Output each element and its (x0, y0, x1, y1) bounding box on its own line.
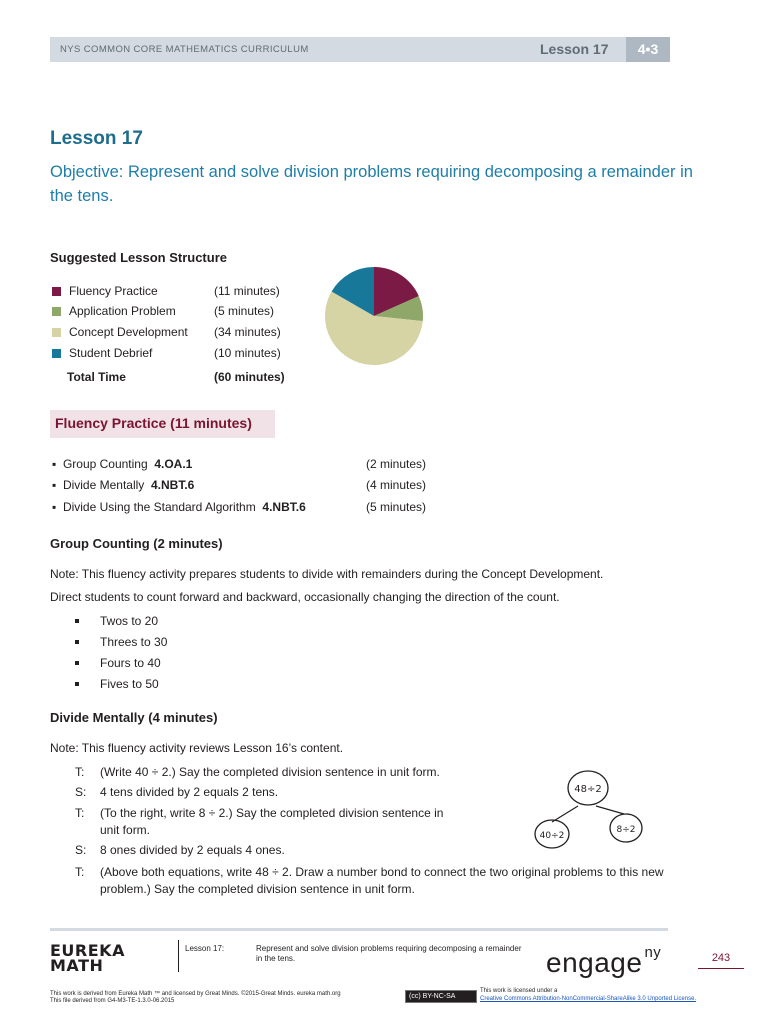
count-item: Fours to 40 (100, 656, 161, 670)
structure-heading: Suggested Lesson Structure (50, 250, 227, 265)
activity-time: (2 minutes) (366, 457, 427, 471)
activity-standard: 4.OA.1 (154, 457, 193, 471)
application-swatch (52, 307, 61, 316)
bond-right-label: 8÷2 (616, 825, 636, 835)
activity-name: Divide Using the Standard Algorithm (62, 500, 256, 514)
structure-row (52, 345, 152, 361)
activity-item (52, 499, 306, 515)
dialogue-text: 4 tens divided by 2 equals 2 tens. (100, 785, 279, 799)
fluency-heading: Fluency Practice (11 minutes) (55, 415, 252, 431)
license-link[interactable]: Creative Commons Attribution-NonCommercial-ShareAlike 3.0 Unported License. (480, 996, 697, 1002)
engage-ny-logo (546, 944, 661, 979)
number-bond-diagram (530, 764, 650, 854)
engage-text: engage (546, 947, 643, 978)
bond-left-label: 40÷2 (539, 831, 565, 841)
credit-line-1: This work is derived from Eureka Math ™ and licensed by Great Minds. ©2015-Great Minds. eureka math.org (50, 991, 341, 997)
structure-row (52, 283, 158, 299)
footer-rule (50, 928, 668, 931)
list-bullet (75, 661, 79, 665)
dialogue-speaker: T: (75, 806, 85, 820)
dialogue-speaker: S: (75, 843, 87, 857)
dialogue-text: 8 ones divided by 2 equals 4 ones. (100, 843, 285, 857)
structure-label: Student Debrief (69, 346, 153, 360)
list-bullet (75, 682, 79, 686)
page-number-rule (698, 968, 744, 969)
activity-standard: 4.NBT.6 (262, 500, 306, 514)
structure-row (52, 303, 176, 319)
divide-mentally-heading: Divide Mentally (4 minutes) (50, 710, 218, 725)
dialogue-text: (Above both equations, write 48 ÷ 2. Draw a number bond to connect the two original problems to this new problem.) Say the completed division sentence in unit form. (100, 865, 664, 896)
divide-mentally-note: Note: This fluency activity reviews Lesson 16’s content. (50, 741, 344, 755)
group-counting-direction: Direct students to count forward and backward, occasionally changing the direction of the count. (50, 590, 560, 604)
activity-name: Group Counting (62, 457, 148, 471)
lesson-objective: Objective: Represent and solve division problems requiring decomposing a remainder in the tens. (50, 163, 693, 205)
debrief-swatch (52, 349, 61, 358)
count-item: Fives to 50 (100, 677, 159, 691)
list-bullet (75, 640, 79, 644)
cc-license-badge: (cc) BY-NC-SA (405, 990, 477, 1003)
total-time-value: (60 minutes) (214, 370, 285, 384)
logo-line-2: MATH (50, 956, 104, 975)
dialogue-speaker: S: (75, 785, 87, 799)
fluency-swatch (52, 287, 61, 296)
logo-line-1: EUREKA (50, 941, 125, 960)
header-lesson-label: Lesson 17 (540, 41, 609, 57)
structure-row (52, 324, 188, 340)
dialogue-speaker: T: (75, 865, 85, 879)
activity-time: (5 minutes) (366, 500, 427, 514)
structure-time: (5 minutes) (214, 304, 275, 318)
concept-swatch (52, 328, 61, 337)
bullet: ▪ (52, 500, 57, 514)
structure-time: (11 minutes) (214, 284, 280, 298)
activity-item (52, 477, 194, 493)
count-item: Threes to 30 (100, 635, 168, 649)
activity-time: (4 minutes) (366, 478, 427, 492)
footer-lesson-label: Lesson 17: (185, 944, 225, 953)
structure-time: (10 minutes) (214, 346, 281, 360)
count-item: Twos to 20 (100, 614, 159, 628)
total-time-label: Total Time (67, 370, 126, 384)
footer-separator (178, 940, 179, 972)
structure-label: Application Problem (69, 304, 176, 318)
group-counting-heading: Group Counting (2 minutes) (50, 536, 223, 551)
group-counting-note: Note: This fluency activity prepares students to divide with remainders during the Concept Development. (50, 567, 604, 581)
lesson-title: Lesson 17 (50, 128, 143, 149)
license-line-1: This work is licensed under a (480, 988, 558, 994)
structure-label: Fluency Practice (69, 284, 158, 298)
activity-item (52, 456, 192, 472)
structure-time: (34 minutes) (214, 325, 281, 339)
bond-line-left (552, 806, 578, 822)
activity-standard: 4.NBT.6 (150, 478, 195, 492)
footer-lesson-description: Represent and solve division problems requiring decomposing a remainder in the tens. (256, 944, 522, 963)
module-badge: 4•3 (626, 37, 670, 62)
list-bullet (75, 619, 79, 623)
dialogue-text: (To the right, write 8 ÷ 2.) Say the completed division sentence in unit form. (100, 806, 444, 837)
dialogue-text: (Write 40 ÷ 2.) Say the completed division sentence in unit form. (100, 765, 440, 779)
engage-sup: ny (644, 944, 662, 961)
structure-label: Concept Development (69, 325, 188, 339)
curriculum-title: NYS COMMON CORE MATHEMATICS CURRICULUM (60, 44, 309, 55)
bond-line-right (596, 806, 624, 814)
eureka-math-logo (50, 943, 125, 973)
bond-whole-label: 48÷2 (574, 784, 602, 795)
credit-line-2: This file derived from G4-M3-TE-1.3.0-06.2015 (50, 998, 175, 1004)
page-number: 243 (711, 952, 731, 964)
dialogue-speaker: T: (75, 765, 85, 779)
bullet: ▪ (52, 478, 57, 492)
bullet: ▪ (52, 457, 57, 471)
lesson-structure-pie-chart (322, 264, 426, 368)
activity-name: Divide Mentally (62, 478, 145, 492)
